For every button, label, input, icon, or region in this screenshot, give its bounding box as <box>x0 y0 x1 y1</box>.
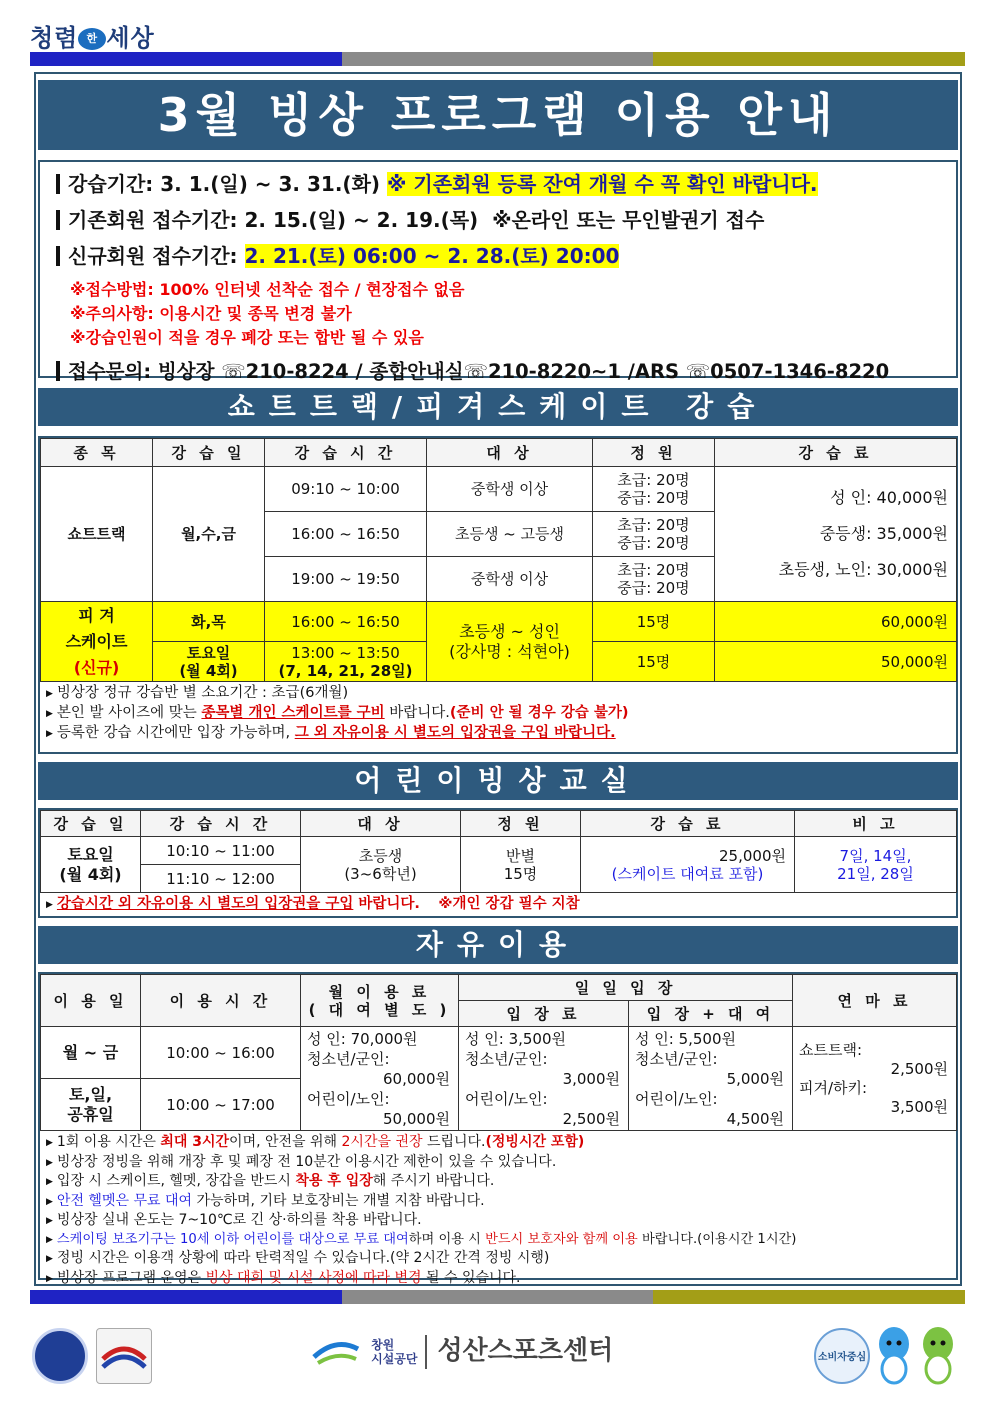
section-title-lessons: 쇼트트랙/피겨스케이트 강습 <box>38 388 958 426</box>
top-stripe <box>30 52 965 66</box>
free-col-daily: 일 일 입 장 <box>459 975 793 1001</box>
kids-table-block <box>38 808 958 918</box>
lesson-note-3: ▶ 등록한 강습 시간에만 입장 가능하며, 그 외 자유이용 시 별도의 입장권을 구입 바랍니다. <box>46 725 616 741</box>
note-3: ※강습인원이 적을 경우 폐강 또는 합반 될 수 있음 <box>70 328 424 347</box>
free-weekday-time: 10:00 ~ 16:00 <box>141 1027 301 1079</box>
free-col-time: 이 용 시 간 <box>141 975 301 1027</box>
st-cap-2: 초급: 20명 중급: 20명 <box>593 512 715 557</box>
kids-col-fee: 강 습 료 <box>581 811 795 837</box>
free-col-entry: 입 장 료 <box>459 1001 629 1027</box>
info-block <box>38 160 958 383</box>
fig-fee-2: 50,000원 <box>715 642 957 682</box>
mascot-green-icon <box>918 1324 958 1386</box>
fig-fee-1: 60,000원 <box>715 602 957 642</box>
kids-col-time: 강 습 시 간 <box>141 811 301 837</box>
period-row: 강습기간: 3. 1.(일) ~ 3. 31.(화) ※ 기존회원 등록 잔여 개월 수 꼭 확인 바랍니다. <box>56 166 940 202</box>
ccm-consumer-badge-icon: 소비자중심 <box>814 1328 870 1384</box>
certification-mark-icon <box>96 1328 152 1384</box>
kids-note: 7일, 14일, 21일, 28일 <box>795 837 957 893</box>
lessons-table-block <box>38 436 958 754</box>
free-col-entry-rent: 입 장 + 대 여 <box>629 1001 793 1027</box>
col-days: 강 습 일 <box>153 439 265 467</box>
existing-row: 기존회원 접수기간: 2. 15.(일) ~ 2. 19.(목) ※온라인 또는 무인발권기 접수 <box>56 202 940 238</box>
section-title-kids: 어린이빙상교실 <box>38 762 958 800</box>
kids-col-note: 비 고 <box>795 811 957 837</box>
st-target-3: 중학생 이상 <box>427 557 593 602</box>
free-col-annual: 연 마 료 <box>793 975 957 1027</box>
free-note-7: ▶ 정빙 시간은 이용객 상황에 따라 탄력적일 수 있습니다.(약 2시간 간격 정빙 시행) <box>46 1250 550 1266</box>
free-weekday: 월 ~ 금 <box>41 1027 141 1079</box>
note-2: ※주의사항: 이용시간 및 종목 변경 불가 <box>70 304 352 323</box>
figure-name: 피 겨 스케이트 (신규) <box>41 602 153 682</box>
lesson-note-2: ▶ 본인 발 사이즈에 맞는 종목별 개인 스케이트를 구비 바랍니다.(준비 안 될 경우 강습 불가) <box>46 705 629 721</box>
free-entry: 성 인: 3,500원 청소년/군인: 3,000원 어린이/노인: 2,500원 <box>459 1027 629 1131</box>
free-col-day: 이 용 일 <box>41 975 141 1027</box>
fig-cap-2: 15명 <box>593 642 715 682</box>
col-fee: 강 습 료 <box>715 439 957 467</box>
free-table-block <box>38 972 958 1286</box>
free-notes <box>40 1131 956 1290</box>
seongsan-sports-center-logo: 창원 시설공단 성산스포츠센터 <box>310 1330 613 1369</box>
st-target-2: 초등생 ~ 고등생 <box>427 512 593 557</box>
mascot-blue-icon <box>874 1324 914 1386</box>
kids-fee: 25,000원 (스케이트 대여료 포함) <box>581 837 795 893</box>
logo-circle-icon: 한 <box>78 28 106 50</box>
free-monthly: 성 인: 70,000원 청소년/군인: 60,000원 어린이/노인: 50,000원 <box>301 1027 459 1131</box>
kids-col-target: 대 상 <box>301 811 461 837</box>
kids-days: 토요일 (월 4회) <box>41 837 141 893</box>
st-target-1: 중학생 이상 <box>427 467 593 512</box>
col-capacity: 정 원 <box>593 439 715 467</box>
short-track-name: 쇼트트랙 <box>41 467 153 602</box>
free-note-6: ▶ 스케이팅 보조기구는 10세 이하 어린이를 대상으로 무료 대여하며 이용 시 반드시 보호자와 함께 이용 바랍니다.(이용시간 1시간) <box>46 1231 797 1247</box>
fig-target: 초등생 ~ 성인 (강사명 : 석현아) <box>427 602 593 682</box>
contact-row: 접수문의: 빙상장 ☏210-8224 / 종합안내실☏210-8220~1 /ARS ☏0507-1346-8220 <box>56 354 940 390</box>
kids-col-capacity: 정 원 <box>461 811 581 837</box>
free-note-4: ▶ 안전 헬멧은 무료 대여 가능하며, 기타 보호장비는 개별 지참 바랍니다. <box>46 1192 485 1209</box>
fig-time-2: 13:00 ~ 13:50 (7, 14, 21, 28일) <box>265 642 427 682</box>
free-note-5: ▶ 빙상장 실내 온도는 7~10℃로 긴 상·하의를 착용 바랍니다. <box>46 1212 422 1228</box>
fig-cap-1: 15명 <box>593 602 715 642</box>
kids-time-1: 10:10 ~ 11:00 <box>141 837 301 865</box>
free-table <box>40 974 957 1131</box>
lessons-notes <box>40 682 956 746</box>
st-cap-1: 초급: 20명 중급: 20명 <box>593 467 715 512</box>
short-track-days: 월,수,금 <box>153 467 265 602</box>
kids-time-2: 11:10 ~ 12:00 <box>141 865 301 893</box>
col-time: 강 습 시 간 <box>265 439 427 467</box>
st-time-2: 16:00 ~ 16:50 <box>265 512 427 557</box>
fig-days-2: 토요일 (월 4회) <box>153 642 265 682</box>
free-col-monthly: 월 이 용 료 ( 대 여 별 도 ) <box>301 975 459 1027</box>
short-track-fees: 성 인: 40,000원 중등생: 35,000원 초등생, 노인: 30,000원 <box>715 467 957 602</box>
kids-notes <box>40 893 956 917</box>
lessons-table <box>40 438 957 682</box>
st-time-3: 19:00 ~ 19:50 <box>265 557 427 602</box>
free-note-2: ▶ 빙상장 정빙을 위해 개장 후 및 폐장 전 10분간 이용시간 제한이 있을 수 있습니다. <box>46 1153 557 1170</box>
kids-table <box>40 810 957 893</box>
kids-note-line: ▶ 강습시간 외 자유이용 시 별도의 입장권을 구입 바랍니다. ※개인 장갑 필수 지참 <box>46 896 580 912</box>
page-title: 3월 빙상 프로그램 이용 안내 <box>38 80 958 150</box>
free-entry-rent: 성 인: 5,500원 청소년/군인: 5,000원 어린이/노인: 4,500원 <box>629 1027 793 1131</box>
new-row: 신규회원 접수기간: 2. 21.(토) 06:00 ~ 2. 28.(토) 20:00 <box>56 238 940 274</box>
note-1: ※접수방법: 100% 인터넷 선착순 접수 / 현장접수 없음 <box>70 280 465 299</box>
free-annual: 쇼트트랙: 2,500원 피겨/하키: 3,500원 <box>793 1027 957 1131</box>
logo-clean-world: 청렴 한 세상 <box>30 24 155 52</box>
fig-days-1: 화,목 <box>153 602 265 642</box>
lesson-note-1: ▶ 빙상장 정규 강습반 별 소요기간 : 초급(6개월) <box>46 685 349 701</box>
fig-time-1: 16:00 ~ 16:50 <box>265 602 427 642</box>
st-time-1: 09:10 ~ 10:00 <box>265 467 427 512</box>
free-note-3: ▶ 입장 시 스케이트, 헬멧, 장갑을 반드시 착용 후 입장해 주시기 바랍니다. <box>46 1173 495 1189</box>
human-rights-seal-icon <box>32 1328 88 1384</box>
kids-capacity: 반별 15명 <box>461 837 581 893</box>
free-weekend-time: 10:00 ~ 17:00 <box>141 1079 301 1131</box>
free-note-8: ▶ 빙상장 프로그램 운영은 빙상 대회 및 시설 사정에 따라 변경 될 수 있습니다. <box>46 1269 521 1286</box>
swoosh-icon <box>310 1335 362 1369</box>
section-title-free: 자유이용 <box>38 926 958 964</box>
col-target: 대 상 <box>427 439 593 467</box>
free-weekend: 토,일, 공휴일 <box>41 1079 141 1131</box>
kids-col-days: 강 습 일 <box>41 811 141 837</box>
bottom-stripe <box>30 1290 965 1304</box>
st-cap-3: 초급: 20명 중급: 20명 <box>593 557 715 602</box>
col-sport: 종 목 <box>41 439 153 467</box>
kids-target: 초등생 (3~6학년) <box>301 837 461 893</box>
footer <box>0 1320 992 1390</box>
free-note-1: ▶ 1회 이용 시간은 최대 3시간이며, 안전을 위해 2시간을 권장 드립니다.(정빙시간 포함) <box>46 1134 585 1150</box>
